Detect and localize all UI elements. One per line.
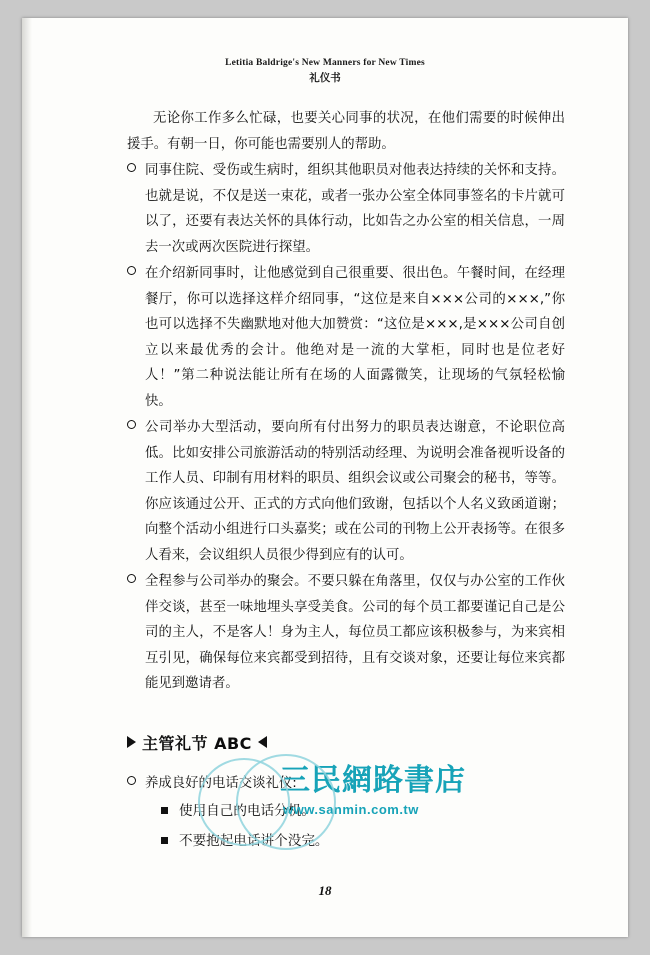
list-item: [127, 826, 565, 856]
section-heading: [127, 731, 565, 757]
paragraph: [127, 158, 565, 260]
page-body: [127, 106, 565, 856]
list-item: [127, 796, 565, 826]
circle-bullet-icon: [127, 776, 136, 785]
paragraph: [127, 569, 565, 697]
page-spine-shadow: [22, 18, 32, 937]
triangle-right-icon: [127, 736, 136, 748]
header-english-title: Letitia Baldrige's New Manners for New Times: [225, 58, 425, 68]
paragraph-text: 在介绍新同事时，让他感觉到自己很重要、很出色。午餐时间，在经理餐厅，你可以选择这样介绍同事，“这位是来自×××公司的×××,”你也可以选择不失幽默地对他大加赞赏：“这位是×××,是×××公司自创立以来最优秀的会计。他绝对是一流的大掌柜，同时也是位老好人！”第二种说法能让所有在场的人面露微笑，让现场的气氛轻松愉快。: [145, 266, 565, 409]
square-bullet-icon: [161, 837, 168, 844]
book-page: [22, 18, 628, 937]
page-number: 18: [318, 883, 332, 898]
list-item-text: 不要抱起电话讲个没完。: [179, 832, 329, 849]
page-header: [22, 56, 628, 87]
list-item-text: 养成良好的电话交谈礼仪:: [145, 775, 297, 791]
watermark-text: 三民網路書店: [280, 763, 466, 798]
circle-bullet-icon: [127, 266, 136, 275]
paragraph-text: 同事住院、受伤或生病时，组织其他职员对他表达持续的关怀和支持。也就是说，不仅是送一束花，或者一张办公室全体同事签名的卡片就可以了，还要有表达关怀的具体行动，比如告之办公室的相关信息，一周去一次或两次医院进行探望。: [145, 163, 565, 255]
paragraph: [127, 415, 565, 568]
square-bullet-icon: [161, 807, 168, 814]
section-list: [127, 771, 565, 856]
circle-bullet-icon: [127, 420, 136, 429]
section-title: 主管礼节 ABC: [142, 733, 252, 753]
list-item-text: 使用自己的电话分机。: [179, 802, 315, 819]
paragraph-text: 无论你工作多么忙碌，也要关心同事的状况，在他们需要的时候伸出援手。有朝一日，你可能也需要别人的帮助。: [127, 111, 565, 152]
list-item: [127, 771, 565, 796]
circle-bullet-icon: [127, 574, 136, 583]
paragraph: [127, 106, 565, 157]
header-chinese-title: 礼仪书: [309, 72, 341, 85]
paragraph-text: 公司举办大型活动，要向所有付出努力的职员表达谢意，不论职位高低。比如安排公司旅游活动的特别活动经理、为说明会准备视听设备的工作人员、印制有用材料的职员、组织会议或公司聚会的秘书，等等。你应该通过公开、正式的方式向他们致谢，包括以个人名义致函道谢；向整个活动小组进行口头嘉奖；或在公司的刊物上公开表扬等。在很多人看来，会议组织人员很少得到应有的认可。: [145, 420, 565, 563]
watermark-url: www.sanmin.com.tw: [283, 802, 419, 817]
paragraph: [127, 261, 565, 414]
paragraph-text: 全程参与公司举办的聚会。不要只躲在角落里，仅仅与办公室的工作伙伴交谈，甚至一味地埋头享受美食。公司的每个员工都要谨记自己是公司的主人，不是客人！身为主人，每位员工都应该积极参与，为来宾相互引见，确保每位来宾都受到招待，且有交谈对象，还要让每位来宾都能见到邀请者。: [145, 574, 565, 691]
triangle-left-icon: [258, 736, 267, 748]
circle-bullet-icon: [127, 163, 136, 172]
